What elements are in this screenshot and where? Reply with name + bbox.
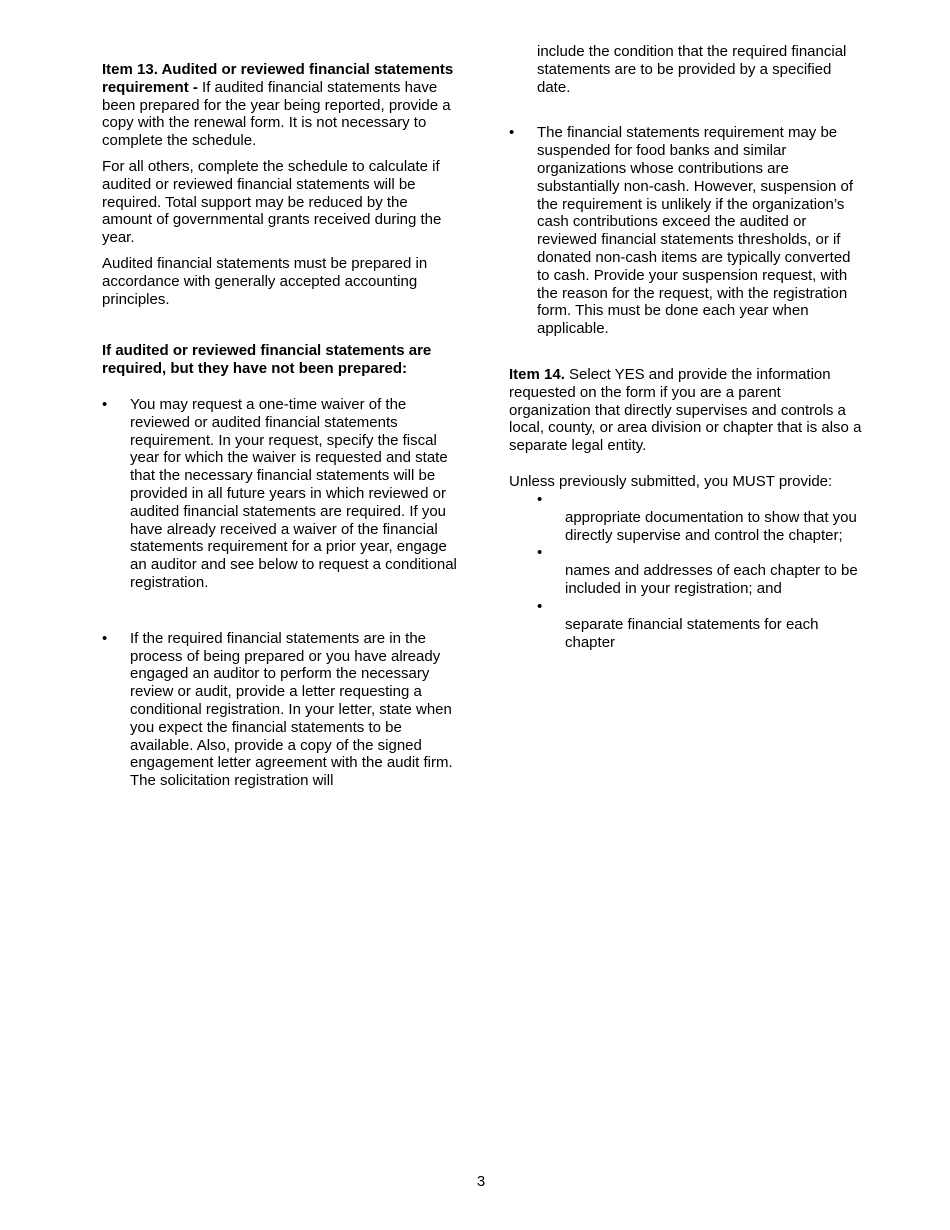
bullet-icon: • <box>537 544 543 562</box>
item14-requirements-list <box>509 491 865 652</box>
item14-heading: Item 14. <box>509 365 565 383</box>
list-item <box>537 544 865 598</box>
right-column <box>509 43 865 652</box>
bullet-suspension <box>509 124 865 338</box>
bullet-icon: • <box>509 124 515 142</box>
bullet-suspension-text: The financial statements requirement may be suspended for food banks and similar organizations whose contributions are substantially non-cash. However, suspension of the requirement is unlikely if the organization’s cash contributions exceed the audited or reviewed financial statements thresholds, or if donated non-cash items are typically converted to cash. Provide your suspension request, with the reason for the request, with the registration form. This must be done each year when applicable. <box>537 124 854 338</box>
item14-must-provide: Unless previously submitted, you MUST provide: <box>509 472 833 490</box>
bullet-waiver <box>102 396 458 592</box>
item13-paragraph-2: For all others, complete the schedule to calculate if audited or reviewed financial statements will be required. Total support may be reduced by the amount of governmental grants received during the year. <box>102 157 442 247</box>
bullet-icon: • <box>102 629 108 647</box>
left-column <box>102 61 458 790</box>
item13-intro-text: If audited financial statements have been prepared for the year being reported, provide a copy with the renewal form. It is not necessary to complete the schedule. <box>102 78 451 150</box>
item13-paragraph-3: Audited financial statements must be prepared in accordance with generally accepted accounting principles. <box>102 254 428 308</box>
item13-subheading: If audited or reviewed financial statements are required, but they have not been prepared: <box>102 342 432 378</box>
bullet-icon: • <box>537 490 543 508</box>
item14-intro-text: Select YES and provide the information requested on the form if you are a parent organization that directly supervises and controls a local, county, or area division or chapter that is also a separate legal entity. <box>509 365 862 455</box>
item14-intro-paragraph <box>509 366 865 455</box>
bullet-icon: • <box>102 395 108 413</box>
item13-heading: Item 13. Audited or reviewed financial statements requirement - <box>102 61 454 96</box>
bullet-conditional-continuation: include the condition that the required financial statements are to be provided by a specified date. <box>537 43 847 96</box>
list-item-text: appropriate documentation to show that you directly supervise and control the chapter; <box>565 508 857 544</box>
list-item <box>537 598 865 652</box>
bullet-waiver-text: You may request a one-time waiver of the reviewed or audited financial statements requirement. In your request, specify the fiscal year for which the waiver is requested and state that the necessary financial statements will be provided in all future years in which reviewed or audited financial statements are required. If you have already received a waiver of the financial statements requirement for a prior year, engage an auditor and see below to request a conditional registration. <box>130 395 457 591</box>
list-item-text: separate financial statements for each chapter <box>565 615 819 651</box>
bullet-conditional-registration <box>102 630 458 790</box>
bullet-icon: • <box>537 597 543 615</box>
item13-intro-paragraph <box>102 61 458 150</box>
list-item <box>537 491 865 545</box>
list-item-text: names and addresses of each chapter to be included in your registration; and <box>565 562 858 598</box>
bullet-conditional-registration-text: If the required financial statements are in the process of being prepared or you have already engaged an auditor to perform the necessary review or audit, provide a letter requesting a conditional registration. In your letter, state when you expect the financial statements to be available. Also, provide a copy of the signed engagement letter agreement with the audit firm. The solicitation registration will <box>130 629 453 790</box>
page-number: 3 <box>476 1173 486 1190</box>
